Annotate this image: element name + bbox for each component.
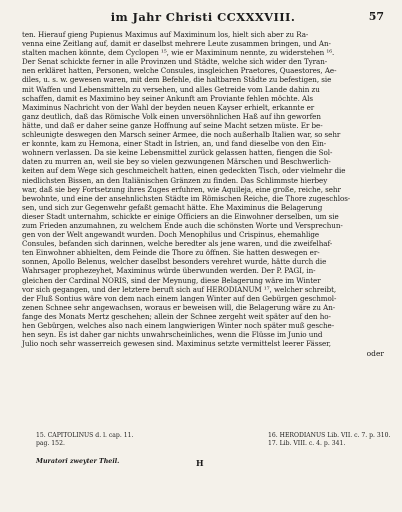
text-line: hen Gebürgen, welches also nach einem langwierigen Winter noch später muß gesche-: [22, 321, 335, 330]
text-line: der Fluß Sontius wäre von dem nach einem langen Winter auf den Gebürgen geschmol-: [22, 293, 337, 303]
text-line: bewohnte, und eine der ansehnlichsten Städte im Römischen Reiche, die Thore zugeschlos-: [22, 193, 351, 203]
main-text: [22, 30, 384, 348]
text-line: gen von der Welt angewandt wurden. Doch Menophilus und Crispinus, ehemahlige: [22, 230, 320, 240]
text-line: schaffen, damit es Maximino bey seiner Ankunft am Proviante fehlen möchte. Als: [22, 93, 314, 103]
text-line: ganz deutlich, daß das Römische Volk einen unversöhnlichen Haß auf ihn geworfen: [22, 111, 321, 121]
footnote-line: 16. HERODIANUS Lib. VII. c. 7. p. 310.: [268, 432, 391, 439]
text-line: venna eine Zeitlang auf, damit er daselbst mehrere Leute zusammen bringen, und An-: [22, 39, 331, 49]
text-line: stalten machen könnte, dem Cyclopen ¹⁵, wie er Maximinum nennte, zu widerstehen ¹⁶.: [22, 48, 335, 58]
text-line: schleunigte deswegen den Marsch seiner Armee, die noch außerhalb Italien war, so sehr: [22, 130, 341, 140]
page-number: 57: [368, 10, 384, 23]
text-line: wohnern verlassen. Da sie keine Lebensmittel zurück gelassen hatten, fiengen die Sol-: [22, 148, 333, 158]
footnote-line: 17. Lib. VIII. c. 4. p. 341.: [268, 440, 346, 447]
text-line: zum Frieden anzumahnen, zu welchem Ende auch die schönsten Worte und Versprechun-: [22, 220, 343, 230]
footnote-line: pag. 152.: [36, 440, 65, 447]
text-line: Der Senat schickte ferner in alle Provinzen und Städte, welche sich wider den Tyran-: [22, 57, 328, 67]
text-line: ten. Hierauf gieng Pupienus Maximus auf Maximinum los, hielt sich aber zu Ra-: [22, 30, 309, 39]
footnote-line: 15. CAPITOLINUS d. l. cap. 11.: [36, 432, 134, 439]
text-line: hen seyn. Es ist daher gar nichts unwahrscheinliches, wenn die Flüsse im Junio und: [22, 330, 323, 340]
text-line: niedlichsten Bissen, an den Italiänischen Gränzen zu finden. Das Schlimmste hierbey: [22, 175, 328, 185]
text-line: Wahrsager prophezeyhet, Maximinus würde überwunden werden. Der P. PAGI, in-: [22, 266, 316, 276]
running-head: im Jahr Christi CCXXXVIII.: [110, 10, 296, 24]
text-line: ten Einwohner abhielten, dem Feinde die Thore zu öffnen. Sie hatten deswegen er-: [22, 248, 320, 258]
catchword: oder: [366, 349, 384, 359]
text-line: er konnte, kam zu Hemona, einer Stadt in Istrien, an, und fand dieselbe von den Ein-: [22, 139, 327, 149]
text-line: daten zu murren an, weil sie bey so vielen gezwungenen Märschen und Beschwerlich-: [22, 157, 331, 167]
text-line: zenen Schnee sehr angewachsen, woraus er beweisen will, die Belagerung wäre zu An-: [22, 302, 336, 312]
footnote-15: [36, 432, 186, 448]
text-line: sonnen, Apollo Belenus, welcher daselbst besonders verehret wurde, hätte durch die: [22, 257, 327, 267]
volume-note: Muratori zweyter Theil.: [36, 458, 120, 465]
page-header: [22, 10, 384, 28]
text-line: Consules, befanden sich darinnen, welche beredter als jene waren, und die zweifelhaf-: [22, 239, 333, 249]
text-line: keiten auf dem Wege sich geschmeichelt hatten, einen gedeckten Tisch, oder vielmehr die: [22, 166, 346, 176]
text-line: diles, u. s. w. gewesen waren, mit dem Befehle, die haltbaren Städte zu befestigen, sie: [22, 75, 332, 85]
text-line: fange des Monats Mertz geschehen; allein der Schnee zergeht weit später auf den ho-: [22, 311, 331, 321]
footnote-16-17: [268, 432, 402, 448]
text-line: war, daß sie bey Fortsetzung ihres Zuges erfuhren, wie Aquileja, eine große, reiche, sehr: [22, 184, 341, 194]
text-line: Maximinus Nachricht von der Wahl der beyden neuen Kayser erhielt, erkannte er: [22, 102, 315, 112]
text-line: nen erkläret hatten, Personen, welche Consules, insgleichen Praetores, Quaestores, Ae-: [22, 66, 337, 76]
text-line: mit Waffen und Lebensmitteln zu versehen, und alles Getreide vom Lande dahin zu: [22, 84, 320, 94]
text-line: Julio noch sehr wasserreich gewesen sind. Maximinus setzte vermittelst leerer Fässer,: [22, 339, 331, 349]
signature-mark: H: [196, 458, 204, 468]
text-line: hätte, und daß er daher seine ganze Hoffnung auf seine Macht setzen müste. Er be-: [22, 120, 323, 130]
text-line: gleichen der Cardinal NORIS, sind der Meynung, diese Belagerung wäre im Winter: [22, 275, 321, 285]
text-line: sen, und sich zur Gegenwehr gefaßt gemacht hätte. Ehe Maximinus die Belagerung: [22, 202, 323, 212]
text-line: vor sich gegangen, und der letztere beruft sich auf HERODIANUM ¹⁷, welcher schreibt,: [22, 284, 337, 294]
text-line: dieser Stadt unternahm, schickte er einige Officiers an die Einwohner derselben, um sie: [22, 211, 339, 221]
